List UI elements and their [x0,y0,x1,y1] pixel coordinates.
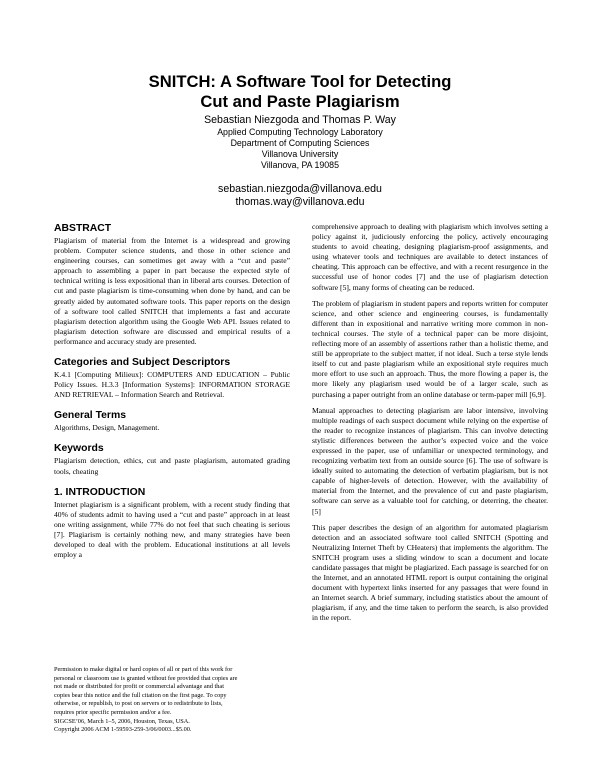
left-column [54,222,290,560]
abstract-heading: ABSTRACT [54,223,112,234]
introduction-text: Internet plagiarism is a significant problem, with a recent study finding that 40% of students admit to having used a “cut and paste” approach in at least one writing assignment, while 77% do not feel that such cheating is serious [7]. Plagiarism is certainly nothing new, and many strategies have been developed to deal with the problem. Educational institutions at all levels employ a [54,499,290,560]
affiliation-address: Villanova, PA 19085 [261,160,339,170]
permission-line: otherwise, or republish, to post on servers or to redistribute to lists, [54,700,223,708]
body-paragraph-technical-writing: The problem of plagiarism in student papers and reports written for computer science, and other science and engineering courses, is fundamentally different than in expositional and narrative writing more common in non-technical courses. The style of a technical paper can be more disjoint, reflecting more of an assembly of assertions rather than a holistic theme, and still be appropriate to the subject matter, if not ideal. Such a terse style lends itself to cut and paste plagiarism while an expositional style requires much more effort to use such an approach. Thus, the more flowing a paper is, the more likely any plagiarism used would be of a larger scale, such as purchasing a paper outright from an online database or term-paper mill [6,9]. [312,298,548,399]
affiliation-block [40,127,560,171]
permission-line: copies bear this notice and the full citation on the first page. To copy [54,691,227,699]
copyright-line: Copyright 2006 ACM 1-59593-259-3/06/0003...$5.00. [54,726,192,734]
affiliation-university: Villanova University [261,149,339,159]
permission-line: requires prior specific permission and/or a fee. [54,708,172,716]
right-column [312,222,548,624]
introduction-heading: 1. INTRODUCTION [54,486,146,498]
permission-line: personal or classroom use is granted without fee provided that copies are [54,674,238,682]
body-paragraph-snitch-overview: This paper describes the design of an algorithm for automated plagiarism detection and an associated software tool called SNITCH (Spotting and Neutralizing Internet Theft by CHeaters) that implements the algorithm. The SNITCH program uses a sliding window to scan a document and locate candidate passages that might be plagiarized. Each passage is searched for on the Internet, and an annotated HTML report is output containing the original document with hypertext links inserted for any passages that were found in an Internet search. A brief summary, including statistics about the amount of plagiarism, if any, and the time taken to perform the search, is also provided in the report. [312,522,548,623]
title-line-2: Cut and Paste Plagiarism [200,92,400,111]
affiliation-lab: Applied Computing Technology Laboratory [217,127,383,137]
general-terms-text: Algorithms, Design, Management. [54,423,160,433]
title-line-1: SNITCH: A Software Tool for Detecting [148,72,452,91]
abstract-text: Plagiarism of material from the Internet is a widespread and growing problem. Computer science students, and those in other science and engineering courses, can sometimes get away with a “cut and paste” approach to assembling a paper in part because the expected style of technical writing is less expositional than in liberal arts courses. Detection of cut and paste plagiarism is time-consuming when done by hand, and can be greatly aided by automated software tools. This paper reports on the design of a software tool called SNITCH that implements a fast and accurate plagiarism detection algorithm using the Google Web API. Issues related to plagiarism detection software are discussed and empirical results of a performance and accuracy study are presented. [54,236,290,346]
keywords-heading: Keywords [54,443,104,455]
keywords-text: Plagiarism detection, ethics, cut and paste plagiarism, automated grading tools, cheating [54,456,290,476]
author-emails [40,183,560,209]
permission-line: not made or distributed for profit or commercial advantage and that [54,683,224,691]
paper-title [40,72,560,112]
affiliation-department: Department of Computing Sciences [230,138,370,148]
body-paragraph-manual-detection: Manual approaches to detecting plagiarism are labor intensive, involving multiple readings of each suspect document while relying on the expertise of the reader to recognize instances of plagiarism. This can involve detecting stylistic differences between the author’s expected voice and the voice expressed in the paper, use of unfamiliar or unexpected terminology, and recognizing verbatim text from an outside source [6]. The use of software is ideally suited to automating the detection of verbatim plagiarism, but is not capable of higher-levels of detection. However, with the availability of material from the Internet, and the prevalence of cut and paste plagiarism, software can serve as a valuable tool for catching, or deterring, the cheater. [5] [312,405,548,516]
body-paragraph-comprehensive: comprehensive approach to dealing with plagiarism which involves setting a policy against it, judiciously enforcing the policy, actively encouraging students to avoid cheating, designing plagiarism-proof assignments, and using whatever tools and techniques are available to detect instances of cheating. This approach can be effective, and with a recent resurgence in the successful use of honor codes [7] and the use of plagiarism detection software [5], many forms of cheating can be reduced. [312,222,548,292]
categories-text: K.4.1 [Computing Milieux]: COMPUTERS AND EDUCATION – Public Policy Issues. H.3.3 [Information Systems]: INFORMATION STORAGE AND RETRIEVAL – Information Search and Retrieval. [54,370,290,400]
conference-line: SIGCSE’06, March 1–5, 2006, Houston, Texas, USA. [54,717,190,725]
permission-line: Permission to make digital or hard copies of all or part of this work for [54,666,233,673]
email-niezgoda: sebastian.niezgoda@villanova.edu [218,183,382,195]
author-names: Sebastian Niezgoda and Thomas P. Way [204,114,396,126]
categories-heading: Categories and Subject Descriptors [54,357,231,369]
email-way: thomas.way@villanova.edu [235,196,365,208]
permission-notice [54,666,290,735]
general-terms-heading: General Terms [54,410,126,422]
